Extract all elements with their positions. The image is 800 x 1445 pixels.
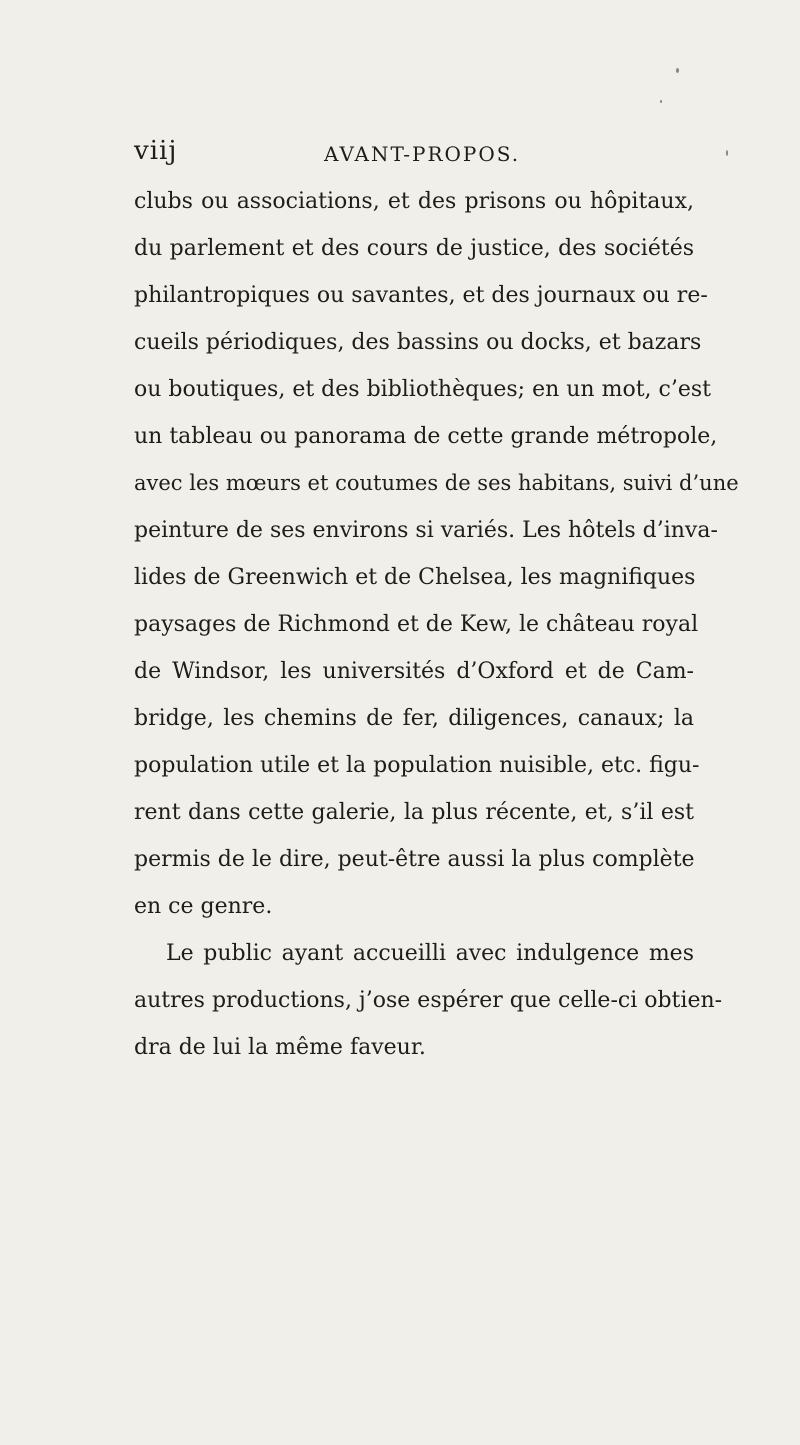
paper-speck [726,150,728,156]
text-line: paysages de Richmond et de Kew, le château royal [134,612,699,637]
text-line: population utile et la population nuisible, etc. figu- [134,753,700,778]
running-title: AVANT-PROPOS. [324,142,521,166]
text-line: bridge, les chemins de fer, diligences, canaux; la [134,706,694,731]
text-line: lides de Greenwich et de Chelsea, les magnifiques [134,565,696,590]
text-line: un tableau ou panorama de cette grande métropole, [134,424,718,449]
paper-speck [676,68,679,73]
page-number: viij [134,136,178,166]
text-line: du parlement et des cours de justice, des sociétés [134,236,694,261]
text-line: rent dans cette galerie, la plus récente, et, s’il est [134,800,694,825]
text-line: autres productions, j’ose espérer que celle-ci obtien- [134,988,723,1013]
text-line: philantropiques ou savantes, et des journaux ou re- [134,283,708,308]
text-line: de Windsor, les universités d’Oxford et de Cam- [134,659,694,684]
page-header [134,136,694,176]
paper-speck [660,100,662,103]
text-line: Le public ayant accueilli avec indulgence mes [166,941,694,966]
text-line: dra de lui la même faveur. [134,1035,426,1060]
body-text [134,178,739,1071]
text-line: en ce genre. [134,894,273,919]
text-line: peinture de ses environs si variés. Les hôtels d’inva- [134,518,718,543]
text-line: ou boutiques, et des bibliothèques; en un mot, c’est [134,377,711,402]
text-line: clubs ou associations, et des prisons ou hôpitaux, [134,189,694,214]
text-line: permis de le dire, peut-être aussi la plus complète [134,847,695,872]
text-line: avec les mœurs et coutumes de ses habitans, suivi d’une [134,471,739,495]
text-line: cueils périodiques, des bassins ou docks, et bazars [134,330,702,355]
